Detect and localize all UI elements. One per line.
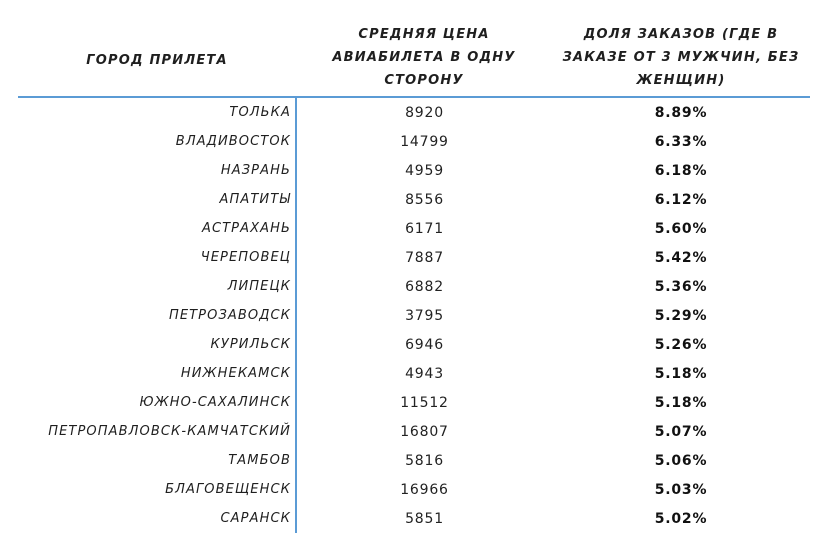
city-cell: КУРИЛЬСК [18, 330, 296, 359]
share-cell: 6.33% [654, 133, 708, 150]
table-row [18, 388, 810, 417]
share-cell: 5.07% [654, 423, 708, 440]
share-cell: 5.60% [654, 220, 708, 237]
share-cell: 5.36% [654, 278, 708, 295]
orders-table [18, 18, 810, 533]
table-row [18, 417, 810, 446]
price-cell: 6171 [405, 220, 444, 237]
share-cell: 5.42% [654, 249, 708, 266]
price-cell: 8556 [405, 191, 444, 208]
price-cell: 6882 [405, 278, 444, 295]
share-cell: 5.06% [654, 452, 708, 469]
price-cell: 7887 [405, 249, 444, 266]
share-cell: 6.12% [654, 191, 708, 208]
share-cell: 5.03% [654, 481, 708, 498]
price-cell: 4959 [405, 162, 444, 179]
header-row [18, 18, 810, 97]
table-row [18, 97, 810, 127]
city-cell: ТАМБОВ [18, 446, 296, 475]
table-body [18, 97, 810, 533]
city-cell: ПЕТРОПАВЛОВСК-КАМЧАТСКИЙ [18, 417, 296, 446]
price-cell: 3795 [405, 307, 444, 324]
table-header [18, 18, 810, 97]
price-cell: 14799 [400, 133, 449, 150]
table-row [18, 127, 810, 156]
share-cell: 5.18% [654, 394, 708, 411]
city-cell: ТОЛЬКА [18, 97, 296, 127]
share-cell: 8.89% [654, 104, 708, 121]
city-cell: ЛИПЕЦК [18, 272, 296, 301]
header-city: ГОРОД ПРИЛЕТА [18, 18, 296, 97]
share-cell: 6.18% [654, 162, 708, 179]
city-cell: АСТРАХАНЬ [18, 214, 296, 243]
table-row [18, 185, 810, 214]
city-cell: НИЖНЕКАМСК [18, 359, 296, 388]
table-row [18, 446, 810, 475]
price-cell: 6946 [405, 336, 444, 353]
table-row [18, 214, 810, 243]
share-cell: 5.29% [654, 307, 708, 324]
price-cell: 16807 [400, 423, 449, 440]
city-cell: БЛАГОВЕЩЕНСК [18, 475, 296, 504]
price-cell: 11512 [400, 394, 449, 411]
price-cell: 8920 [405, 104, 444, 121]
table-row [18, 359, 810, 388]
share-cell: 5.26% [654, 336, 708, 353]
table-row [18, 330, 810, 359]
header-share: ДОЛЯ ЗАКАЗОВ (ГДЕ В ЗАКАЗЕ ОТ 3 МУЖЧИН, БЕЗ ЖЕНЩИН) [552, 18, 810, 97]
price-cell: 5851 [405, 510, 444, 527]
header-price: СРЕДНЯЯ ЦЕНА АВИАБИЛЕТА В ОДНУ СТОРОНУ [296, 18, 552, 97]
price-cell: 4943 [405, 365, 444, 382]
city-cell: ЧЕРЕПОВЕЦ [18, 243, 296, 272]
city-cell: НАЗРАНЬ [18, 156, 296, 185]
table-row [18, 272, 810, 301]
share-cell: 5.18% [654, 365, 708, 382]
table-row [18, 475, 810, 504]
price-cell: 5816 [405, 452, 444, 469]
table-row [18, 504, 810, 533]
table-row [18, 301, 810, 330]
city-cell: ВЛАДИВОСТОК [18, 127, 296, 156]
city-cell: САРАНСК [18, 504, 296, 533]
price-cell: 16966 [400, 481, 449, 498]
share-cell: 5.02% [654, 510, 708, 527]
city-cell: АПАТИТЫ [18, 185, 296, 214]
city-cell: ЮЖНО-САХАЛИНСК [18, 388, 296, 417]
table-row [18, 156, 810, 185]
table-row [18, 243, 810, 272]
city-cell: ПЕТРОЗАВОДСК [18, 301, 296, 330]
